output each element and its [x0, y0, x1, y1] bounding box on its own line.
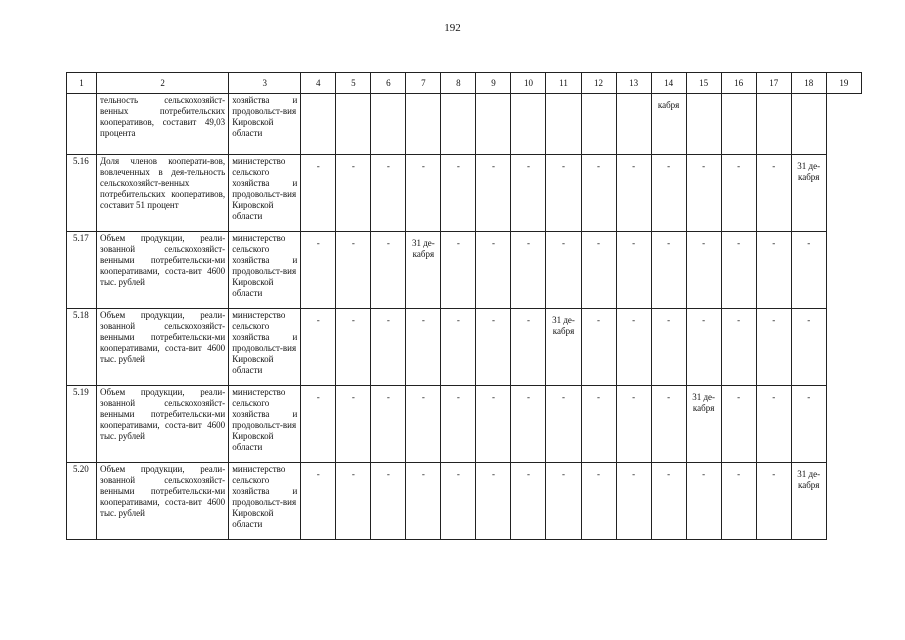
deadline-cell: [406, 94, 441, 155]
executor-cell: министерство сельского хозяйства и продовольст-вия Кировской области: [229, 309, 301, 386]
deadline-cell: -: [756, 309, 791, 386]
deadline-cell: -: [756, 232, 791, 309]
deadline-cell: -: [651, 463, 686, 540]
column-header: 3: [229, 73, 301, 94]
deadline-cell: -: [721, 309, 756, 386]
deadline-cell: -: [406, 463, 441, 540]
row-number-cell: 5.17: [67, 232, 97, 309]
deadline-cell: [546, 94, 581, 155]
deadline-cell: -: [371, 232, 406, 309]
deadline-cell: -: [581, 232, 616, 309]
column-header: 10: [511, 73, 546, 94]
deadline-cell: [756, 94, 791, 155]
row-number-cell: 5.18: [67, 309, 97, 386]
column-header: 1: [67, 73, 97, 94]
deadline-cell: [791, 94, 826, 155]
deadline-cell: -: [336, 155, 371, 232]
deadline-cell: -: [371, 155, 406, 232]
deadline-cell: -: [791, 309, 826, 386]
deadline-cell: -: [511, 463, 546, 540]
table-row: [67, 309, 862, 386]
deadline-cell: -: [791, 232, 826, 309]
deadline-cell: -: [406, 309, 441, 386]
deadline-cell: -: [686, 309, 721, 386]
deadline-cell: -: [581, 463, 616, 540]
deadline-cell: -: [441, 155, 476, 232]
column-header: 11: [546, 73, 581, 94]
indicator-cell: Объем продукции, реали-зованной сельскохозяйст-венными потребительски-ми кооперативами, соста-вит 4600 тыс. рублей: [97, 386, 229, 463]
deadline-cell: -: [301, 309, 336, 386]
indicator-cell: Объем продукции, реали-зованной сельскохозяйст-венными потребительски-ми кооперативами, соста-вит 4600 тыс. рублей: [97, 309, 229, 386]
column-header: 7: [406, 73, 441, 94]
deadline-cell: -: [651, 155, 686, 232]
deadline-cell: -: [441, 309, 476, 386]
deadline-cell: -: [301, 232, 336, 309]
deadline-cell: -: [476, 232, 511, 309]
deadline-cell: -: [721, 386, 756, 463]
deadline-cell: -: [686, 155, 721, 232]
header-row: [67, 73, 862, 94]
table-row: [67, 94, 862, 155]
deadline-cell: [301, 94, 336, 155]
deadline-cell: -: [301, 463, 336, 540]
executor-cell: министерство сельского хозяйства и продовольст-вия Кировской области: [229, 386, 301, 463]
deadline-cell: -: [651, 386, 686, 463]
deadline-cell: -: [616, 386, 651, 463]
deadline-cell: -: [651, 309, 686, 386]
executor-cell: хозяйства и продовольст-вия Кировской области: [229, 94, 301, 155]
deadline-cell: -: [581, 309, 616, 386]
deadline-cell: -: [546, 386, 581, 463]
deadline-cell: -: [581, 155, 616, 232]
table-row: [67, 232, 862, 309]
row-number-cell: 5.16: [67, 155, 97, 232]
deadline-cell: -: [616, 309, 651, 386]
deadline-cell: -: [721, 232, 756, 309]
deadline-cell: [721, 94, 756, 155]
column-header: 6: [371, 73, 406, 94]
deadline-cell: -: [336, 463, 371, 540]
deadline-cell: [511, 94, 546, 155]
deadline-cell: -: [616, 155, 651, 232]
column-header: 2: [97, 73, 229, 94]
deadline-cell: 31 де-кабря: [791, 155, 826, 232]
deadline-cell: -: [336, 232, 371, 309]
deadline-cell: -: [476, 309, 511, 386]
executor-cell: министерство сельского хозяйства и продовольст-вия Кировской области: [229, 463, 301, 540]
table-row: [67, 155, 862, 232]
table-row: [67, 463, 862, 540]
deadline-cell: 31 де-кабря: [546, 309, 581, 386]
column-header: 5: [336, 73, 371, 94]
table-row: [67, 386, 862, 463]
deadline-cell: -: [546, 232, 581, 309]
deadline-cell: -: [511, 309, 546, 386]
column-header: 8: [441, 73, 476, 94]
column-header: 4: [301, 73, 336, 94]
indicator-cell: Объем продукции, реали-зованной сельскохозяйст-венными потребительски-ми кооперативами, соста-вит 4600 тыс. рублей: [97, 463, 229, 540]
column-header: 14: [651, 73, 686, 94]
deadline-cell: -: [371, 463, 406, 540]
column-header: 18: [791, 73, 826, 94]
deadline-cell: -: [721, 155, 756, 232]
row-number-cell: 5.19: [67, 386, 97, 463]
deadline-cell: -: [791, 386, 826, 463]
executor-cell: министерство сельского хозяйства и продовольст-вия Кировской области: [229, 155, 301, 232]
column-header: 17: [756, 73, 791, 94]
deadline-cell: -: [756, 386, 791, 463]
deadline-cell: [616, 94, 651, 155]
page-number: 192: [444, 22, 461, 34]
deadline-cell: -: [371, 309, 406, 386]
deadline-cell: -: [406, 386, 441, 463]
plan-table-body: [67, 94, 862, 540]
deadline-cell: -: [336, 309, 371, 386]
deadline-cell: 31 де-кабря: [406, 232, 441, 309]
deadline-cell: -: [371, 386, 406, 463]
deadline-cell: -: [511, 386, 546, 463]
deadline-cell: -: [616, 232, 651, 309]
column-header: 19: [826, 73, 861, 94]
deadline-cell: -: [581, 386, 616, 463]
deadline-cell: 31 де-кабря: [686, 386, 721, 463]
deadline-cell: -: [406, 155, 441, 232]
deadline-cell: -: [441, 232, 476, 309]
indicator-cell: Доля членов кооперати-вов, вовлеченных в дея-тельность сельскохозяйст-венных потребительских кооперативов, составит 51 процент: [97, 155, 229, 232]
deadline-cell: [476, 94, 511, 155]
deadline-cell: -: [686, 463, 721, 540]
deadline-cell: [581, 94, 616, 155]
deadline-cell: -: [756, 155, 791, 232]
plan-table: [66, 72, 862, 540]
executor-cell: министерство сельского хозяйства и продовольст-вия Кировской области: [229, 232, 301, 309]
deadline-cell: -: [686, 232, 721, 309]
deadline-cell: -: [616, 463, 651, 540]
row-number-cell: 5.20: [67, 463, 97, 540]
deadline-cell: -: [476, 386, 511, 463]
deadline-cell: -: [511, 232, 546, 309]
deadline-cell: -: [441, 386, 476, 463]
deadline-cell: кабря: [651, 94, 686, 155]
deadline-cell: [371, 94, 406, 155]
deadline-cell: -: [301, 155, 336, 232]
row-number-cell: [67, 94, 97, 155]
deadline-cell: -: [336, 386, 371, 463]
deadline-cell: -: [441, 463, 476, 540]
deadline-cell: -: [546, 155, 581, 232]
column-header: 16: [721, 73, 756, 94]
deadline-cell: -: [721, 463, 756, 540]
deadline-cell: 31 де-кабря: [791, 463, 826, 540]
deadline-cell: -: [476, 155, 511, 232]
deadline-cell: -: [651, 232, 686, 309]
deadline-cell: -: [756, 463, 791, 540]
deadline-cell: -: [511, 155, 546, 232]
deadline-cell: [686, 94, 721, 155]
indicator-cell: Объем продукции, реали-зованной сельскохозяйст-венными потребительски-ми кооперативами, соста-вит 4600 тыс. рублей: [97, 232, 229, 309]
column-header: 13: [616, 73, 651, 94]
column-header: 9: [476, 73, 511, 94]
deadline-cell: -: [546, 463, 581, 540]
deadline-cell: -: [476, 463, 511, 540]
indicator-cell: тельность сельскохозяйст-венных потребительских кооперативов, составит 49,03 процента: [97, 94, 229, 155]
column-header: 12: [581, 73, 616, 94]
deadline-cell: -: [301, 386, 336, 463]
column-header: 15: [686, 73, 721, 94]
deadline-cell: [441, 94, 476, 155]
deadline-cell: [336, 94, 371, 155]
